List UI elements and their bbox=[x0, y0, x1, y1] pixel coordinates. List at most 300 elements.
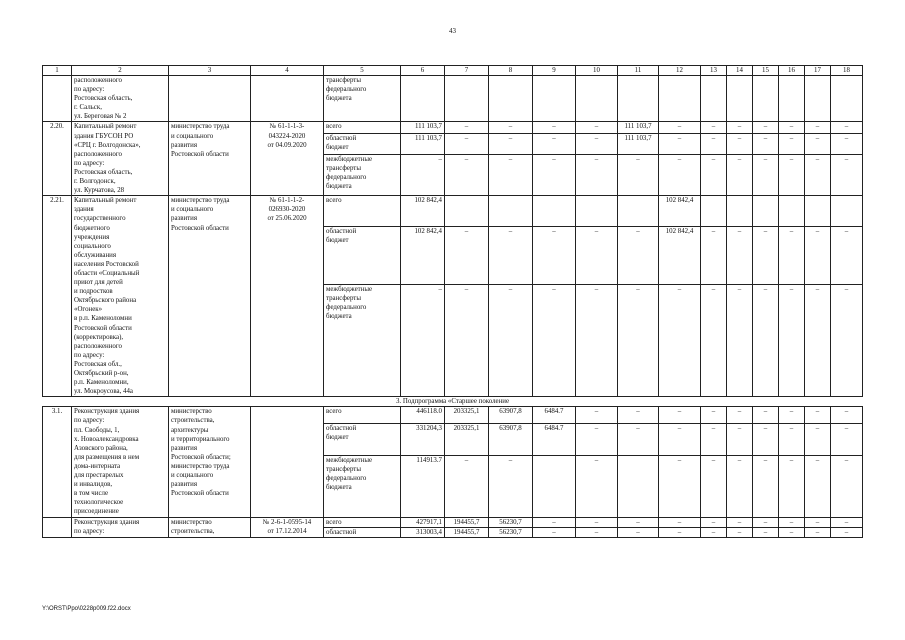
funding-source-cell bbox=[324, 407, 401, 424]
cell-text-line: бюджета bbox=[326, 95, 352, 103]
cell-text-line: развития bbox=[171, 215, 198, 223]
row-number-cell: 2.21. bbox=[43, 196, 72, 397]
amount-cell: – bbox=[805, 133, 831, 154]
cell-text-line: и социального bbox=[171, 472, 214, 480]
expertise-number-cell bbox=[251, 407, 324, 517]
amount-cell: – bbox=[659, 407, 701, 424]
amount-cell: – bbox=[805, 527, 831, 537]
column-header: 5 bbox=[324, 66, 401, 76]
amount-cell: – bbox=[701, 133, 727, 154]
amount-cell: – bbox=[576, 527, 618, 537]
cell-text-line: межбюджетные bbox=[326, 155, 373, 163]
cell-text-line: ул. Мокроусова, 44а bbox=[74, 388, 133, 396]
column-header: 9 bbox=[533, 66, 576, 76]
cell-text-line: бюджет bbox=[326, 434, 349, 442]
cell-text-line: бюджета bbox=[326, 312, 352, 320]
column-header: 7 bbox=[445, 66, 489, 76]
table-cell bbox=[618, 76, 659, 122]
cell-text-line: расположенного bbox=[74, 150, 122, 158]
executor-cell bbox=[169, 407, 251, 517]
cell-text-line: министерство труда bbox=[171, 123, 230, 131]
amount-cell: – bbox=[701, 424, 727, 456]
amount-cell: – bbox=[659, 527, 701, 537]
cell-text-line: трансферты bbox=[326, 164, 361, 172]
column-header: 12 bbox=[659, 66, 701, 76]
amount-cell: – bbox=[831, 517, 863, 527]
amount-cell: – bbox=[753, 455, 779, 517]
cell-text-line: бюджет bbox=[326, 143, 349, 151]
amount-cell: – bbox=[753, 226, 779, 284]
amount-cell: – bbox=[445, 133, 489, 154]
amount-cell bbox=[779, 196, 805, 226]
amount-cell: – bbox=[489, 154, 533, 195]
cell-text-line: всего bbox=[326, 518, 342, 526]
amount-cell: – bbox=[805, 284, 831, 397]
page-number: 43 bbox=[449, 27, 456, 35]
amount-cell: – bbox=[618, 226, 659, 284]
amount-cell: – bbox=[831, 133, 863, 154]
amount-cell: – bbox=[753, 517, 779, 527]
cell-text-line: ул. Береговая № 2 bbox=[74, 113, 127, 121]
table-cell bbox=[401, 76, 445, 122]
cell-text-line: (корректировка), bbox=[74, 333, 124, 341]
amount-cell: 194455,7 bbox=[445, 527, 489, 537]
cell-text-line: Октябрьский р-он, bbox=[74, 370, 129, 377]
executor-cell bbox=[169, 196, 251, 397]
amount-cell: 102 842,4 bbox=[401, 196, 445, 226]
amount-cell: – bbox=[618, 527, 659, 537]
amount-cell: – bbox=[805, 154, 831, 195]
row-number-cell bbox=[43, 517, 72, 537]
amount-cell: – bbox=[576, 407, 618, 424]
funding-source-cell bbox=[324, 154, 401, 195]
amount-cell: – bbox=[445, 455, 489, 517]
amount-cell: – bbox=[727, 133, 753, 154]
amount-cell: – bbox=[779, 424, 805, 456]
amount-cell: – bbox=[831, 154, 863, 195]
amount-cell: 111 103,7 bbox=[618, 133, 659, 154]
amount-cell: – bbox=[576, 154, 618, 195]
cell-text-line: министерство труда bbox=[171, 197, 230, 205]
amount-cell: – bbox=[831, 424, 863, 456]
table-header-row bbox=[43, 66, 863, 76]
cell-text-line: областной bbox=[326, 425, 357, 433]
expertise-number-cell bbox=[251, 196, 324, 397]
funding-source-cell bbox=[324, 517, 401, 527]
amount-cell: – bbox=[779, 122, 805, 133]
object-name-cell bbox=[72, 517, 169, 537]
amount-cell: – bbox=[727, 284, 753, 397]
amount-cell: – bbox=[727, 122, 753, 133]
amount-cell: – bbox=[753, 154, 779, 195]
cell-text-line: областной bbox=[326, 227, 357, 235]
cell-text-line: федерального bbox=[326, 303, 367, 311]
amount-cell: – bbox=[701, 122, 727, 133]
column-header: 10 bbox=[576, 66, 618, 76]
column-header: 17 bbox=[805, 66, 831, 76]
amount-cell: – bbox=[445, 122, 489, 133]
amount-cell: 111 103,7 bbox=[401, 122, 445, 133]
cell-text-line: строительства, bbox=[171, 527, 215, 535]
amount-cell: – bbox=[659, 154, 701, 195]
amount-cell bbox=[489, 196, 533, 226]
cell-text-line: Октябрьского района bbox=[74, 297, 137, 305]
funding-source-cell bbox=[324, 196, 401, 226]
table-cell bbox=[805, 76, 831, 122]
column-header: 11 bbox=[618, 66, 659, 76]
cell-text-line: областной bbox=[326, 528, 357, 536]
column-header: 15 bbox=[753, 66, 779, 76]
cell-text-line: министерство bbox=[171, 518, 212, 526]
table-cell bbox=[445, 76, 489, 122]
amount-cell: 56230,7 bbox=[489, 517, 533, 527]
cell-text-line: 026930-2020 bbox=[268, 206, 306, 214]
program-table bbox=[42, 65, 863, 538]
amount-cell bbox=[831, 196, 863, 226]
cell-text-line: населения Ростовской bbox=[74, 260, 139, 268]
amount-cell: – bbox=[533, 122, 576, 133]
cell-text-line: здания bbox=[74, 206, 94, 214]
amount-cell: – bbox=[618, 154, 659, 195]
amount-cell: – bbox=[727, 154, 753, 195]
cell-text-line: по адресу: bbox=[74, 86, 105, 94]
column-header: 8 bbox=[489, 66, 533, 76]
cell-text-line: Ростовская обл., bbox=[74, 360, 122, 368]
cell-text-line: расположенного bbox=[74, 77, 122, 84]
funding-source-cell bbox=[324, 424, 401, 456]
cell-text-line: и социального bbox=[171, 206, 214, 214]
cell-text-line: и подростков bbox=[74, 288, 113, 296]
object-name-cell bbox=[72, 122, 169, 196]
cell-text-line: федерального bbox=[326, 174, 367, 182]
table-row bbox=[43, 517, 863, 527]
column-header: 6 bbox=[401, 66, 445, 76]
object-name-cell bbox=[72, 76, 169, 122]
amount-cell: – bbox=[445, 226, 489, 284]
amount-cell: 313003,4 bbox=[401, 527, 445, 537]
cell-text-line: всего bbox=[326, 123, 342, 131]
table-cell bbox=[533, 76, 576, 122]
amount-cell: – bbox=[401, 284, 445, 397]
amount-cell: – bbox=[489, 133, 533, 154]
funding-source-cell bbox=[324, 455, 401, 517]
funding-source-cell bbox=[324, 122, 401, 133]
amount-cell: – bbox=[533, 154, 576, 195]
cell-text-line: от 04.09.2020 bbox=[267, 141, 307, 149]
amount-cell: – bbox=[805, 455, 831, 517]
cell-text-line: бюджета bbox=[326, 484, 352, 492]
amount-cell: – bbox=[659, 122, 701, 133]
amount-cell: 203325,1 bbox=[445, 407, 489, 424]
amount-cell: – bbox=[576, 133, 618, 154]
cell-text-line: и территориального bbox=[171, 435, 230, 443]
amount-cell: – bbox=[659, 424, 701, 456]
amount-cell: 114913.7 bbox=[401, 455, 445, 517]
funding-source-cell bbox=[324, 76, 401, 122]
column-header: 2 bbox=[72, 66, 169, 76]
cell-text-line: Реконструкция здания bbox=[74, 518, 140, 526]
cell-text-line: здания ГБУСОН РО bbox=[74, 132, 134, 140]
cell-text-line: и социального bbox=[171, 132, 214, 140]
cell-text-line: трансферты bbox=[326, 77, 361, 84]
table-cell bbox=[779, 76, 805, 122]
cell-text-line: № 61-1-1-2- bbox=[269, 197, 305, 205]
amount-cell: – bbox=[753, 133, 779, 154]
amount-cell: – bbox=[779, 517, 805, 527]
cell-text-line: по адресу: bbox=[74, 417, 105, 425]
executor-cell bbox=[169, 122, 251, 196]
cell-text-line: Ростовской области; bbox=[171, 453, 231, 461]
cell-text-line: «Огонек» bbox=[74, 306, 103, 314]
amount-cell: – bbox=[533, 133, 576, 154]
cell-text-line: по адресу: bbox=[74, 159, 105, 167]
cell-text-line: развития bbox=[171, 481, 198, 489]
cell-text-line: по адресу: bbox=[74, 351, 105, 359]
amount-cell: 331204,3 bbox=[401, 424, 445, 456]
object-name-cell bbox=[72, 196, 169, 397]
table-cell bbox=[659, 76, 701, 122]
row-number-cell: 2.20. bbox=[43, 122, 72, 196]
cell-text-line: Ростовской области bbox=[171, 150, 229, 158]
amount-cell: 63907,8 bbox=[489, 407, 533, 424]
cell-text-line: расположенного bbox=[74, 342, 122, 350]
amount-cell: – bbox=[779, 455, 805, 517]
cell-text-line: ул. Курчатова, 28 bbox=[74, 187, 125, 195]
amount-cell: – bbox=[753, 284, 779, 397]
amount-cell: – bbox=[805, 122, 831, 133]
amount-cell: – bbox=[576, 424, 618, 456]
amount-cell: – bbox=[753, 407, 779, 424]
amount-cell: – bbox=[779, 154, 805, 195]
cell-text-line: № 2-6-1-0595-14 bbox=[262, 518, 312, 526]
cell-text-line: в р.п. Каменоломни bbox=[74, 315, 132, 323]
amount-cell: 446118.0 bbox=[401, 407, 445, 424]
funding-source-cell bbox=[324, 226, 401, 284]
cell-text-line: социального bbox=[74, 242, 111, 250]
row-number-cell: 3.1. bbox=[43, 407, 72, 517]
expertise-number-cell bbox=[251, 122, 324, 196]
amount-cell: – bbox=[618, 517, 659, 527]
amount-cell: – bbox=[659, 455, 701, 517]
cell-text-line: Азовского района, bbox=[74, 444, 128, 452]
cell-text-line: технологическое bbox=[74, 499, 124, 507]
amount-cell: – bbox=[753, 527, 779, 537]
cell-text-line: всего bbox=[326, 408, 342, 416]
table-row bbox=[43, 196, 863, 226]
cell-text-line: р.п. Каменоломни, bbox=[74, 379, 129, 387]
amount-cell: – bbox=[489, 284, 533, 397]
amount-cell: – bbox=[831, 407, 863, 424]
cell-text-line: межбюджетные bbox=[326, 285, 373, 293]
cell-text-line: министерство bbox=[171, 408, 212, 416]
amount-cell: 427917,1 bbox=[401, 517, 445, 527]
amount-cell: – bbox=[805, 407, 831, 424]
cell-text-line: области «Социальный bbox=[74, 269, 140, 277]
amount-cell bbox=[805, 196, 831, 226]
cell-text-line: бюджет bbox=[326, 236, 349, 244]
table-cell bbox=[753, 76, 779, 122]
section-row bbox=[43, 397, 863, 407]
amount-cell: – bbox=[533, 284, 576, 397]
cell-text-line: бюджета bbox=[326, 183, 352, 191]
amount-cell: – bbox=[659, 133, 701, 154]
amount-cell: – bbox=[727, 407, 753, 424]
cell-text-line: строительства, bbox=[171, 417, 215, 425]
column-header: 4 bbox=[251, 66, 324, 76]
amount-cell: 111 103,7 bbox=[618, 122, 659, 133]
amount-cell: – bbox=[576, 455, 618, 517]
amount-cell: – bbox=[779, 226, 805, 284]
cell-text-line: Ростовской области bbox=[171, 224, 229, 232]
cell-text-line: присоединение bbox=[74, 508, 119, 516]
cell-text-line: развития bbox=[171, 444, 198, 452]
amount-cell: 6484.7 bbox=[533, 424, 576, 456]
amount-cell: – bbox=[831, 122, 863, 133]
cell-text-line: федерального bbox=[326, 474, 367, 482]
cell-text-line: от 17.12.2014 bbox=[267, 527, 307, 535]
amount-cell: – bbox=[701, 154, 727, 195]
footer-file-path: Y:\ORST\Ppo\0228p009.f22.docx bbox=[42, 606, 131, 612]
cell-text-line: Ростовская область, bbox=[74, 95, 133, 103]
amount-cell: – bbox=[489, 226, 533, 284]
amount-cell: 203325,1 bbox=[445, 424, 489, 456]
amount-cell bbox=[576, 196, 618, 226]
executor-cell bbox=[169, 517, 251, 537]
amount-cell: 194455,7 bbox=[445, 517, 489, 527]
amount-cell bbox=[727, 196, 753, 226]
table-cell bbox=[169, 76, 251, 122]
amount-cell: – bbox=[576, 226, 618, 284]
cell-text-line: 043224-2020 bbox=[268, 132, 306, 140]
amount-cell: – bbox=[489, 122, 533, 133]
amount-cell: 6484.7 bbox=[533, 407, 576, 424]
amount-cell: 111 103,7 bbox=[401, 133, 445, 154]
amount-cell: 102 842,4 bbox=[659, 196, 701, 226]
column-header: 3 bbox=[169, 66, 251, 76]
funding-source-cell bbox=[324, 133, 401, 154]
amount-cell: – bbox=[779, 407, 805, 424]
amount-cell: – bbox=[533, 226, 576, 284]
table-cell bbox=[489, 76, 533, 122]
amount-cell: – bbox=[618, 284, 659, 397]
cell-text-line: трансферты bbox=[326, 465, 361, 473]
amount-cell: – bbox=[659, 284, 701, 397]
column-header: 14 bbox=[727, 66, 753, 76]
amount-cell: – bbox=[701, 284, 727, 397]
amount-cell bbox=[533, 455, 576, 517]
object-name-cell bbox=[72, 407, 169, 517]
amount-cell: – bbox=[701, 517, 727, 527]
amount-cell bbox=[618, 455, 659, 517]
cell-text-line: межбюджетные bbox=[326, 456, 373, 464]
cell-text-line: Капитальный ремонт bbox=[74, 123, 137, 131]
cell-text-line: Капитальный ремонт bbox=[74, 197, 137, 205]
table-cell bbox=[43, 76, 72, 122]
table-cell bbox=[831, 76, 863, 122]
amount-cell: – bbox=[701, 527, 727, 537]
amount-cell: – bbox=[659, 517, 701, 527]
amount-cell: – bbox=[805, 517, 831, 527]
amount-cell: – bbox=[805, 226, 831, 284]
table-row bbox=[43, 122, 863, 133]
cell-text-line: х. Новоалександровка bbox=[74, 435, 139, 443]
cell-text-line: архитектуры bbox=[171, 426, 209, 434]
amount-cell bbox=[753, 196, 779, 226]
column-header: 16 bbox=[779, 66, 805, 76]
amount-cell: – bbox=[727, 517, 753, 527]
funding-source-cell bbox=[324, 527, 401, 537]
cell-text-line: по адресу: bbox=[74, 527, 105, 535]
amount-cell: – bbox=[533, 527, 576, 537]
amount-cell: – bbox=[618, 424, 659, 456]
cell-text-line: Ростовской области bbox=[74, 324, 132, 332]
amount-cell: – bbox=[533, 517, 576, 527]
funding-source-cell bbox=[324, 284, 401, 397]
cell-text-line: бюджетного bbox=[74, 224, 110, 232]
cell-text-line: трансферты bbox=[326, 294, 361, 302]
cell-text-line: всего bbox=[326, 197, 342, 205]
cell-text-line: для престарелых bbox=[74, 472, 124, 480]
amount-cell: – bbox=[831, 284, 863, 397]
amount-cell: – bbox=[831, 527, 863, 537]
cell-text-line: Ростовской области bbox=[171, 490, 229, 498]
amount-cell: – bbox=[618, 407, 659, 424]
amount-cell: – bbox=[445, 154, 489, 195]
cell-text-line: министерство труда bbox=[171, 462, 230, 470]
amount-cell: – bbox=[753, 424, 779, 456]
cell-text-line: г. Сальск, bbox=[74, 104, 102, 112]
amount-cell: – bbox=[701, 407, 727, 424]
cell-text-line: пл. Свободы, 1, bbox=[74, 426, 120, 434]
amount-cell: – bbox=[831, 226, 863, 284]
column-header: 1 bbox=[43, 66, 72, 76]
amount-cell: – bbox=[727, 527, 753, 537]
amount-cell: – bbox=[701, 226, 727, 284]
amount-cell: 63907,8 bbox=[489, 424, 533, 456]
table-cell bbox=[701, 76, 727, 122]
cell-text-line: в том числе bbox=[74, 490, 109, 498]
cell-text-line: обслуживания bbox=[74, 251, 117, 259]
amount-cell: 102 842,4 bbox=[659, 226, 701, 284]
cell-text-line: «СРЦ г. Волгодонска», bbox=[74, 141, 141, 149]
amount-cell: 102 842,4 bbox=[401, 226, 445, 284]
table-cell bbox=[576, 76, 618, 122]
table-cell bbox=[251, 76, 324, 122]
cell-text-line: Реконструкция здания bbox=[74, 408, 140, 416]
amount-cell: – bbox=[753, 122, 779, 133]
cell-text-line: дома-интерната bbox=[74, 462, 121, 470]
amount-cell bbox=[701, 196, 727, 226]
cell-text-line: № 61-1-1-3- bbox=[269, 123, 305, 131]
amount-cell: – bbox=[576, 122, 618, 133]
amount-cell: – bbox=[576, 284, 618, 397]
amount-cell: – bbox=[727, 455, 753, 517]
amount-cell: – bbox=[401, 154, 445, 195]
cell-text-line: развития bbox=[171, 141, 198, 149]
cell-text-line: г. Волгодонск, bbox=[74, 178, 116, 186]
amount-cell: 56230,7 bbox=[489, 527, 533, 537]
amount-cell: – bbox=[727, 226, 753, 284]
column-header: 18 bbox=[831, 66, 863, 76]
amount-cell: – bbox=[576, 517, 618, 527]
cell-text-line: приют для детей bbox=[74, 279, 123, 287]
amount-cell: – bbox=[805, 424, 831, 456]
cell-text-line: учреждения bbox=[74, 233, 110, 241]
expertise-number-cell bbox=[251, 517, 324, 537]
amount-cell: – bbox=[489, 455, 533, 517]
table-cell bbox=[727, 76, 753, 122]
table-row bbox=[43, 76, 863, 122]
